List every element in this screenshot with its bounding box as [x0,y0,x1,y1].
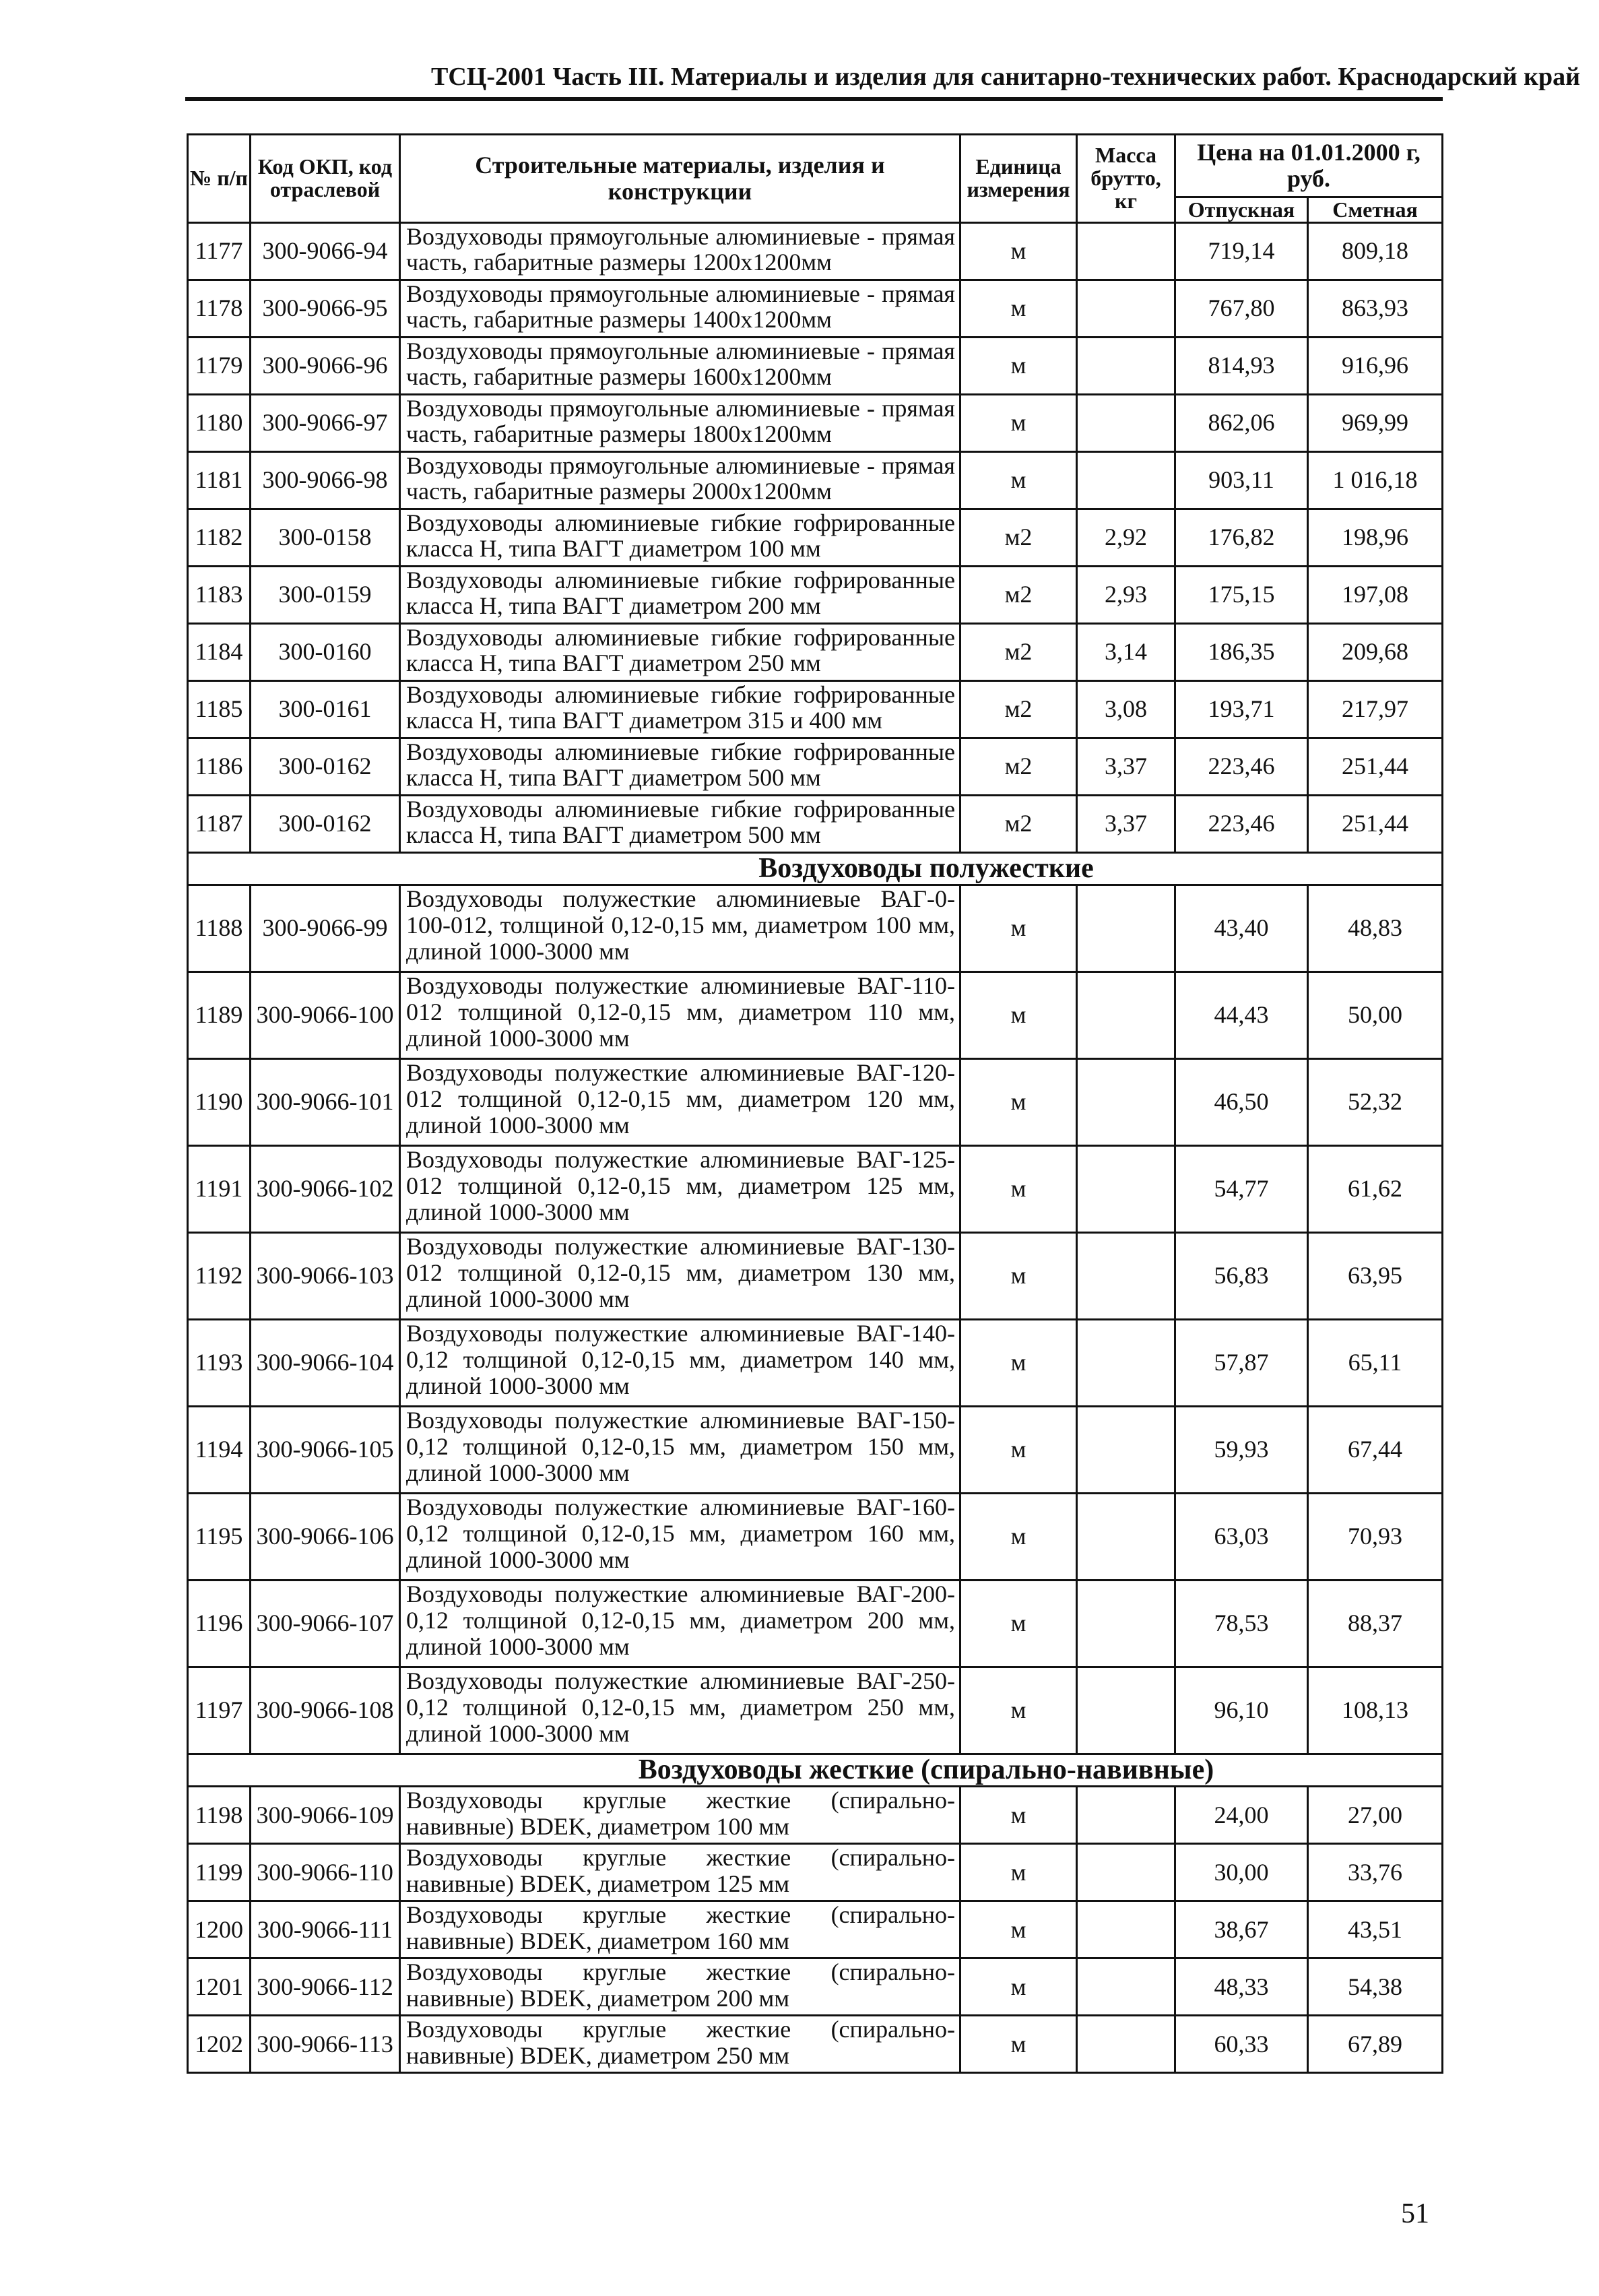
okp-code: 300-9066-112 [251,1958,400,2016]
header-price: Цена на 01.01.2000 г, руб. [1175,135,1443,197]
estimate-price: 217,97 [1308,680,1443,738]
unit-of-measure: м [960,1058,1077,1145]
estimate-price: 67,44 [1308,1406,1443,1493]
section-heading: Воздуховоды полужесткие [188,852,1443,885]
estimate-price: 863,93 [1308,280,1443,337]
gross-mass [1077,971,1175,1058]
material-name: Воздуховоды полужесткие алюминиевые ВАГ-130-012 толщиной 0,12-0,15 мм, диаметром 130 мм, длиной 1000-3000 мм [400,1232,960,1319]
table-row [188,2016,1443,2073]
row-number: 1198 [188,1787,251,1844]
release-price: 59,93 [1175,1406,1308,1493]
gross-mass: 3,14 [1077,623,1175,680]
gross-mass [1077,885,1175,971]
row-number: 1202 [188,2016,251,2073]
table-row [188,885,1443,971]
material-name: Воздуховоды прямоугольные алюминиевые - прямая часть, габаритные размеры 2000х1200мм [400,451,960,509]
unit-of-measure: м [960,1844,1077,1901]
okp-code: 300-9066-108 [251,1667,400,1754]
row-number: 1196 [188,1580,251,1667]
unit-of-measure: м [960,280,1077,337]
release-price: 38,67 [1175,1901,1308,1958]
unit-of-measure: м [960,1319,1077,1406]
okp-code: 300-9066-109 [251,1787,400,1844]
row-number: 1201 [188,1958,251,2016]
material-name: Воздуховоды алюминиевые гибкие гофрированные класса Н, типа ВАГТ диаметром 250 мм [400,623,960,680]
running-header: ТСЦ-2001 Часть III. Материалы и изделия для санитарно-технических работ. Краснодарский край [431,63,1581,91]
release-price: 862,06 [1175,394,1308,451]
material-name: Воздуховоды прямоугольные алюминиевые - прямая часть, габаритные размеры 1800х1200мм [400,394,960,451]
gross-mass [1077,1406,1175,1493]
material-name: Воздуховоды круглые жесткие (спирально-навивные) BDEK, диаметром 125 мм [400,1844,960,1901]
row-number: 1189 [188,971,251,1058]
unit-of-measure: м [960,1145,1077,1232]
release-price: 48,33 [1175,1958,1308,2016]
unit-of-measure: м [960,2016,1077,2073]
gross-mass [1077,2016,1175,2073]
release-price: 176,82 [1175,509,1308,566]
release-price: 63,03 [1175,1493,1308,1580]
section-heading-row [188,852,1443,885]
header-rule [185,97,1443,101]
header-mass: Масса брутто, кг [1077,135,1175,223]
estimate-price: 88,37 [1308,1580,1443,1667]
gross-mass [1077,1901,1175,1958]
table-row [188,280,1443,337]
unit-of-measure: м2 [960,680,1077,738]
material-name: Воздуховоды полужесткие алюминиевые ВАГ-125-012 толщиной 0,12-0,15 мм, диаметром 125 мм, длиной 1000-3000 мм [400,1145,960,1232]
unit-of-measure: м2 [960,509,1077,566]
table-row [188,566,1443,623]
material-name: Воздуховоды прямоугольные алюминиевые - прямая часть, габаритные размеры 1400х1200мм [400,280,960,337]
okp-code: 300-9066-113 [251,2016,400,2073]
unit-of-measure: м [960,1787,1077,1844]
okp-code: 300-9066-98 [251,451,400,509]
estimate-price: 916,96 [1308,337,1443,394]
release-price: 54,77 [1175,1145,1308,1232]
row-number: 1183 [188,566,251,623]
release-price: 814,93 [1175,337,1308,394]
estimate-price: 969,99 [1308,394,1443,451]
gross-mass [1077,1787,1175,1844]
gross-mass [1077,337,1175,394]
estimate-price: 108,13 [1308,1667,1443,1754]
unit-of-measure: м [960,885,1077,971]
row-number: 1190 [188,1058,251,1145]
row-number: 1188 [188,885,251,971]
unit-of-measure: м2 [960,738,1077,795]
unit-of-measure: м [960,1232,1077,1319]
table-row [188,1058,1443,1145]
unit-of-measure: м [960,451,1077,509]
header-num: № п/п [188,135,251,223]
unit-of-measure: м [960,1493,1077,1580]
estimate-price: 1 016,18 [1308,451,1443,509]
gross-mass [1077,222,1175,280]
unit-of-measure: м [960,394,1077,451]
page-number: 51 [1401,2198,1429,2229]
table-row [188,1901,1443,1958]
material-name: Воздуховоды алюминиевые гибкие гофрированные класса Н, типа ВАГТ диаметром 315 и 400 мм [400,680,960,738]
gross-mass [1077,1844,1175,1901]
estimate-price: 251,44 [1308,738,1443,795]
estimate-price: 197,08 [1308,566,1443,623]
row-number: 1194 [188,1406,251,1493]
row-number: 1185 [188,680,251,738]
gross-mass: 3,08 [1077,680,1175,738]
gross-mass [1077,1580,1175,1667]
table-row [188,1787,1443,1844]
release-price: 193,71 [1175,680,1308,738]
header-name: Строительные материалы, изделия и конструкции [400,135,960,223]
gross-mass: 2,92 [1077,509,1175,566]
material-name: Воздуховоды круглые жесткие (спирально-навивные) BDEK, диаметром 200 мм [400,1958,960,2016]
release-price: 903,11 [1175,451,1308,509]
estimate-price: 43,51 [1308,1901,1443,1958]
table-row [188,337,1443,394]
table-row [188,738,1443,795]
table-row [188,1667,1443,1754]
material-name: Воздуховоды полужесткие алюминиевые ВАГ-110-012 толщиной 0,12-0,15 мм, диаметром 110 мм, длиной 1000-3000 мм [400,971,960,1058]
table-row [188,1580,1443,1667]
row-number: 1197 [188,1667,251,1754]
estimate-price: 65,11 [1308,1319,1443,1406]
row-number: 1180 [188,394,251,451]
release-price: 30,00 [1175,1844,1308,1901]
okp-code: 300-9066-103 [251,1232,400,1319]
row-number: 1192 [188,1232,251,1319]
table-row [188,451,1443,509]
table-row [188,1145,1443,1232]
table-row [188,971,1443,1058]
release-price: 186,35 [1175,623,1308,680]
header-code: Код ОКП, код отраслевой [251,135,400,223]
estimate-price: 27,00 [1308,1787,1443,1844]
header-unit: Единица измерения [960,135,1077,223]
release-price: 767,80 [1175,280,1308,337]
okp-code: 300-9066-102 [251,1145,400,1232]
table-row [188,1406,1443,1493]
gross-mass [1077,1319,1175,1406]
unit-of-measure: м [960,1406,1077,1493]
okp-code: 300-9066-106 [251,1493,400,1580]
okp-code: 300-0162 [251,795,400,852]
material-name: Воздуховоды алюминиевые гибкие гофрированные класса Н, типа ВАГТ диаметром 200 мм [400,566,960,623]
table-row [188,623,1443,680]
release-price: 60,33 [1175,2016,1308,2073]
release-price: 78,53 [1175,1580,1308,1667]
row-number: 1179 [188,337,251,394]
estimate-price: 50,00 [1308,971,1443,1058]
estimate-price: 809,18 [1308,222,1443,280]
unit-of-measure: м [960,1580,1077,1667]
material-name: Воздуховоды прямоугольные алюминиевые - прямая часть, габаритные размеры 1200х1200мм [400,222,960,280]
header-price-release: Отпускная [1175,197,1308,223]
estimate-price: 61,62 [1308,1145,1443,1232]
release-price: 57,87 [1175,1319,1308,1406]
okp-code: 300-9066-110 [251,1844,400,1901]
row-number: 1195 [188,1493,251,1580]
row-number: 1191 [188,1145,251,1232]
estimate-price: 70,93 [1308,1493,1443,1580]
okp-code: 300-0160 [251,623,400,680]
gross-mass [1077,1493,1175,1580]
table-row [188,680,1443,738]
unit-of-measure: м [960,1901,1077,1958]
row-number: 1184 [188,623,251,680]
gross-mass: 3,37 [1077,738,1175,795]
okp-code: 300-9066-104 [251,1319,400,1406]
okp-code: 300-9066-111 [251,1901,400,1958]
release-price: 24,00 [1175,1787,1308,1844]
okp-code: 300-9066-101 [251,1058,400,1145]
okp-code: 300-0159 [251,566,400,623]
row-number: 1181 [188,451,251,509]
okp-code: 300-9066-107 [251,1580,400,1667]
material-name: Воздуховоды круглые жесткие (спирально-навивные) BDEK, диаметром 250 мм [400,2016,960,2073]
release-price: 223,46 [1175,738,1308,795]
gross-mass [1077,1232,1175,1319]
row-number: 1177 [188,222,251,280]
release-price: 175,15 [1175,566,1308,623]
release-price: 56,83 [1175,1232,1308,1319]
row-number: 1193 [188,1319,251,1406]
okp-code: 300-9066-99 [251,885,400,971]
row-number: 1186 [188,738,251,795]
gross-mass [1077,280,1175,337]
row-number: 1187 [188,795,251,852]
material-name: Воздуховоды алюминиевые гибкие гофрированные класса Н, типа ВАГТ диаметром 500 мм [400,795,960,852]
header-price-estimate: Сметная [1308,197,1443,223]
row-number: 1182 [188,509,251,566]
material-name: Воздуховоды алюминиевые гибкие гофрированные класса Н, типа ВАГТ диаметром 100 мм [400,509,960,566]
material-name: Воздуховоды круглые жесткие (спирально-навивные) BDEK, диаметром 160 мм [400,1901,960,1958]
material-name: Воздуховоды полужесткие алюминиевые ВАГ-200-0,12 толщиной 0,12-0,15 мм, диаметром 200 мм, длиной 1000-3000 мм [400,1580,960,1667]
price-table [187,133,1443,2074]
release-price: 719,14 [1175,222,1308,280]
okp-code: 300-0161 [251,680,400,738]
material-name: Воздуховоды прямоугольные алюминиевые - прямая часть, габаритные размеры 1600х1200мм [400,337,960,394]
estimate-price: 63,95 [1308,1232,1443,1319]
table-row [188,1319,1443,1406]
unit-of-measure: м [960,1667,1077,1754]
material-name: Воздуховоды полужесткие алюминиевые ВАГ-140-0,12 толщиной 0,12-0,15 мм, диаметром 140 мм, длиной 1000-3000 мм [400,1319,960,1406]
material-name: Воздуховоды полужесткие алюминиевые ВАГ-0-100-012, толщиной 0,12-0,15 мм, диаметром 100 мм, длиной 1000-3000 мм [400,885,960,971]
gross-mass [1077,1667,1175,1754]
okp-code: 300-9066-97 [251,394,400,451]
material-name: Воздуховоды полужесткие алюминиевые ВАГ-160-0,12 толщиной 0,12-0,15 мм, диаметром 160 мм, длиной 1000-3000 мм [400,1493,960,1580]
okp-code: 300-9066-96 [251,337,400,394]
estimate-price: 54,38 [1308,1958,1443,2016]
estimate-price: 33,76 [1308,1844,1443,1901]
okp-code: 300-0158 [251,509,400,566]
release-price: 223,46 [1175,795,1308,852]
table-row [188,1958,1443,2016]
section-heading-row [188,1754,1443,1786]
okp-code: 300-9066-100 [251,971,400,1058]
unit-of-measure: м2 [960,566,1077,623]
unit-of-measure: м2 [960,795,1077,852]
unit-of-measure: м [960,337,1077,394]
material-name: Воздуховоды алюминиевые гибкие гофрированные класса Н, типа ВАГТ диаметром 500 мм [400,738,960,795]
table-row [188,1493,1443,1580]
release-price: 43,40 [1175,885,1308,971]
okp-code: 300-9066-94 [251,222,400,280]
unit-of-measure: м [960,1958,1077,2016]
okp-code: 300-9066-95 [251,280,400,337]
material-name: Воздуховоды полужесткие алюминиевые ВАГ-250-0,12 толщиной 0,12-0,15 мм, диаметром 250 мм, длиной 1000-3000 мм [400,1667,960,1754]
gross-mass [1077,394,1175,451]
gross-mass: 3,37 [1077,795,1175,852]
table-row [188,795,1443,852]
table-row [188,222,1443,280]
gross-mass [1077,451,1175,509]
estimate-price: 209,68 [1308,623,1443,680]
estimate-price: 67,89 [1308,2016,1443,2073]
unit-of-measure: м2 [960,623,1077,680]
estimate-price: 198,96 [1308,509,1443,566]
unit-of-measure: м [960,971,1077,1058]
gross-mass: 2,93 [1077,566,1175,623]
release-price: 44,43 [1175,971,1308,1058]
gross-mass [1077,1058,1175,1145]
table-row [188,509,1443,566]
row-number: 1199 [188,1844,251,1901]
unit-of-measure: м [960,222,1077,280]
gross-mass [1077,1145,1175,1232]
okp-code: 300-9066-105 [251,1406,400,1493]
gross-mass [1077,1958,1175,2016]
okp-code: 300-0162 [251,738,400,795]
table-body [188,222,1443,2073]
row-number: 1178 [188,280,251,337]
release-price: 46,50 [1175,1058,1308,1145]
material-name: Воздуховоды полужесткие алюминиевые ВАГ-120-012 толщиной 0,12-0,15 мм, диаметром 120 мм, длиной 1000-3000 мм [400,1058,960,1145]
table-row [188,394,1443,451]
estimate-price: 48,83 [1308,885,1443,971]
release-price: 96,10 [1175,1667,1308,1754]
material-name: Воздуховоды полужесткие алюминиевые ВАГ-150-0,12 толщиной 0,12-0,15 мм, диаметром 150 мм, длиной 1000-3000 мм [400,1406,960,1493]
section-heading: Воздуховоды жесткие (спирально-навивные) [188,1754,1443,1786]
material-name: Воздуховоды круглые жесткие (спирально-навивные) BDEK, диаметром 100 мм [400,1787,960,1844]
table-row [188,1232,1443,1319]
estimate-price: 52,32 [1308,1058,1443,1145]
estimate-price: 251,44 [1308,795,1443,852]
table-row [188,1844,1443,1901]
row-number: 1200 [188,1901,251,1958]
